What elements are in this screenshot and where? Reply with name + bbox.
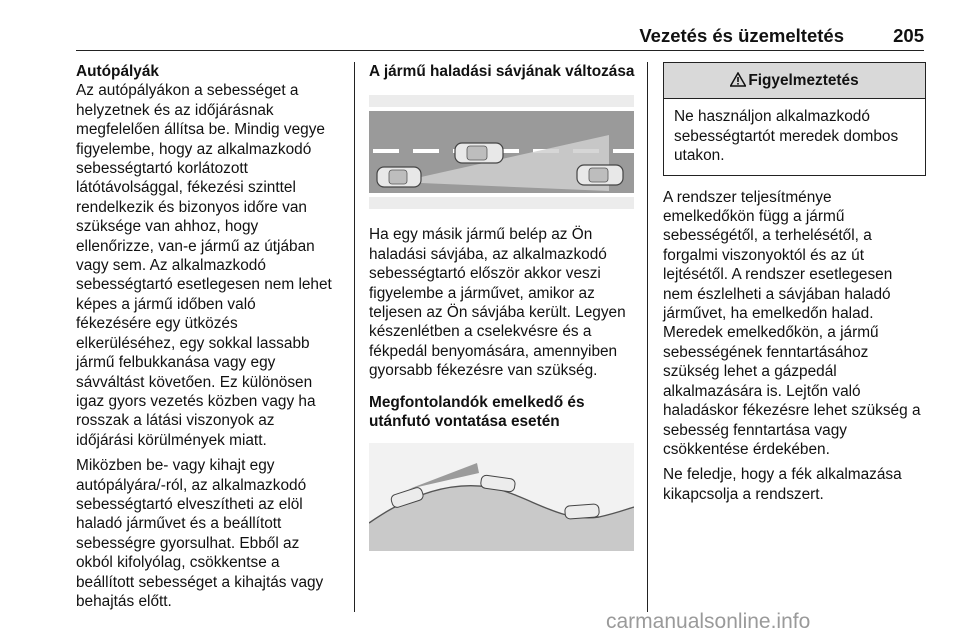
text-line: szükség lehet a gázpedál [663, 363, 837, 381]
text-line: sebesség fenntartása vagy [663, 421, 847, 439]
text-line: megfelelően állítsa be. Mindig vegye [76, 121, 325, 139]
text-line: sebességtartó korlátozott [76, 160, 248, 178]
text-line: ellenőrizze, van-e jármű az útjában [76, 237, 315, 255]
text-line: haladáskor fékezésre lehet szükség a [663, 402, 921, 420]
text-line: autópályára/-ról, az alkalmazkodó [76, 476, 307, 494]
text-line: behajtás előtt. [76, 592, 172, 610]
text-line: haladási sávjába, az alkalmazkodó [369, 245, 607, 263]
heading-lane-change: A jármű haladási sávjának változása [369, 63, 635, 80]
page-number: 205 [893, 25, 924, 46]
warning-text [664, 99, 925, 174]
page-header [76, 24, 924, 51]
text-line: vagy sem. Az alkalmazkodó [76, 257, 266, 275]
text-line: Miközben be- vagy kihajt egy [76, 457, 275, 475]
text-line: sebességtartót meredek dombos [674, 127, 899, 145]
text-line: rendelkezik és bizonyos időre van [76, 198, 307, 216]
text-line: Az autópályákon a sebességet a [76, 82, 299, 100]
paragraph-autopalyak [76, 81, 351, 450]
watermark: carmanualsonline.info [606, 610, 811, 633]
paragraph-performance [663, 188, 926, 460]
text-line: szüksége van ahhoz, hogy [76, 218, 259, 236]
text-line: Ha egy másik jármű belép az Ön [369, 226, 593, 244]
text-line: Meredek emelkedőkön, a jármű [663, 324, 879, 342]
text-line: sebességre gyorsulhat. Ebből az [76, 534, 300, 552]
text-line: forgalmi viszonyoktól és az út [663, 246, 865, 264]
hill-driving-illustration [369, 443, 634, 551]
text-line: sebességtartó először akkor veszi [369, 265, 601, 283]
text-line: fékezésére egy ütközés [76, 315, 238, 333]
paragraph-brake-note [663, 465, 926, 504]
warning-triangle-icon [730, 72, 746, 87]
paragraph-kihajtas [76, 456, 351, 611]
text-line: helyzetnek és az időjárásnak [76, 101, 274, 119]
text-line: sebességtartó elveszítheti az elöl [76, 495, 303, 513]
heading-hills-towing [369, 393, 634, 432]
text-line: csökkentése érdekében. [663, 440, 830, 458]
column-1 [76, 62, 351, 617]
merging-car-icon [455, 143, 503, 163]
column-2 [369, 62, 634, 561]
text-line: teljesen az Ön sávjába került. Legyen [369, 304, 626, 322]
heading-autopalyak: Autópályák [76, 63, 159, 80]
text-line: gyorsabb fékezésre van szükség. [369, 362, 598, 380]
text-line: rosszak a látási viszonyok az [76, 412, 275, 430]
text-line: Megfontolandók emelkedő és [369, 393, 585, 411]
text-line: Ne használjon alkalmazkodó [674, 108, 870, 126]
text-line: nem észlelheti a sávjában haladó [663, 285, 891, 303]
text-line: sebességének fenntartásához [663, 343, 869, 361]
text-line: elkerüléséhez, egy sokkal lassabb [76, 334, 310, 352]
text-line: utánfutó vontatása esetén [369, 413, 560, 431]
text-line: emelkedőkön függ a jármű [663, 208, 845, 226]
text-line: Ne feledje, hogy a fék alkalmazása [663, 466, 902, 484]
text-line: képes a jármű időben való [76, 295, 256, 313]
host-car-icon [377, 167, 421, 187]
text-line: járművet, ha emelkedőn halad. [663, 305, 874, 323]
text-line: figyelembe, hogy az alkalmazkodó [76, 140, 312, 158]
text-line: okból kifolyólag, csökkentse a [76, 554, 280, 572]
text-line: alkalmazására is. Lejtőn való [663, 382, 861, 400]
column-divider [354, 62, 355, 612]
text-line: sebességtartó esetlegesen nem lehet [76, 276, 332, 294]
text-line: kikapcsolja a rendszert. [663, 485, 824, 503]
text-line: sávváltást követően. Ez különösen [76, 373, 313, 391]
lane-change-illustration [369, 95, 634, 209]
warning-title: Figyelmeztetés [748, 72, 859, 89]
text-line: készenlétben a cselekvésre és a [369, 323, 592, 341]
text-line: fékpedál benyomására, amennyiben [369, 342, 618, 360]
text-line: sebességétől, a terhelésétől, a [663, 227, 872, 245]
section-title: Vezetés és üzemeltetés [639, 25, 844, 46]
text-line: látótávolsággal, fékezési szinttel [76, 179, 296, 197]
text-line: lejtésétől. A rendszer esetlegesen [663, 266, 893, 284]
column-divider [647, 62, 648, 612]
column-3 [663, 62, 926, 510]
warning-box [663, 62, 926, 176]
text-line: utakon. [674, 147, 725, 165]
text-line: jármű felbukkanása vagy egy [76, 354, 276, 372]
text-line: időjárási körülmények miatt. [76, 431, 267, 449]
paragraph-lane-change [369, 225, 634, 380]
text-line: igaz gyors vezetés közben vagy ha [76, 392, 316, 410]
car-on-downhill-icon [565, 504, 600, 519]
warning-header [664, 63, 925, 99]
text-line: A rendszer teljesítménye [663, 188, 832, 206]
text-line: beállított sebességet a kihajtás vagy [76, 573, 324, 591]
lead-car-icon [577, 165, 623, 185]
text-line: figyelembe a járművet, amikor az [369, 284, 595, 302]
text-line: haladó járművet és a beállított [76, 515, 282, 533]
